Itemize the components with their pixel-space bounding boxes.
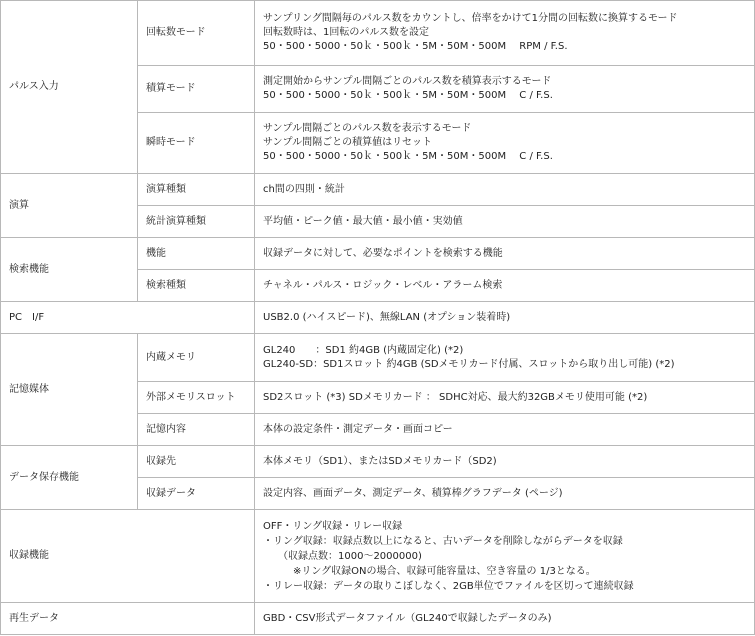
- desc-line: OFF・リング収録・リレー収録: [263, 520, 403, 532]
- desc-search-type: チャネル・パルス・ロジック・レベル・アラーム検索: [263, 279, 503, 291]
- category-calculation: 演算: [1, 174, 137, 237]
- desc-playback: GBD・CSV形式データファイル（GL240で収録したデータのみ): [263, 612, 552, 624]
- desc-instant-mode: [255, 113, 754, 173]
- desc-line: 50・500・5000・50ｋ・500ｋ・5M・50M・500M C / F.S.: [263, 90, 553, 101]
- desc-line: ・リレー収録：データの取りこぼしなく、2GB単位でファイルを区切って連続収録: [263, 580, 634, 592]
- category-pulse-input: パルス入力: [1, 1, 137, 173]
- category-search: 検索機能: [1, 238, 137, 301]
- desc-save-data: 設定内容、画面データ、測定データ、積算棒グラフデータ (ページ): [263, 487, 563, 499]
- category-pc-if: PC I/F: [1, 302, 254, 333]
- desc-pc-if: USB2.0 (ハイスピード)、無線LAN (オプション装着時): [263, 311, 511, 323]
- desc-line: サンプリング間隔毎のパルス数をカウントし、倍率をかけて1分間の回転数に換算するモード: [263, 13, 678, 24]
- category-recording: 収録機能: [1, 510, 254, 602]
- category-playback: 再生データ: [1, 603, 254, 634]
- desc-line: 測定開始からサンプル間隔ごとのパルス数を積算表示するモード: [263, 76, 552, 87]
- desc-stat-calc-type: 平均値・ピーク値・最大値・最小値・実効値: [263, 215, 463, 227]
- label-save-data: 収録データ: [146, 487, 196, 499]
- desc-line: 50・500・5000・50ｋ・500ｋ・5M・50M・500M C / F.S.: [263, 151, 553, 162]
- desc-search-function: 収録データに対して、必要なポイントを検索する機能: [263, 247, 503, 259]
- desc-save-destination: 本体メモリ（SD1）、またはSDメモリカード（SD2): [263, 455, 497, 467]
- label-save-destination: 収録先: [146, 455, 176, 467]
- label-calc-type: 演算種類: [146, 183, 186, 195]
- desc-external-slot: SD2スロット (*3) SDメモリカード ： SDHC対応、最大約32GBメモリ使用可能 (*2): [263, 391, 648, 403]
- category-storage-media: 記憶媒体: [1, 334, 137, 445]
- desc-line: （収録点数：1000～2000000): [263, 550, 422, 562]
- desc-count-mode: [255, 66, 754, 112]
- desc-line: ※リング収録ONの場合、収録可能容量は、空き容量の 1/3となる。: [263, 565, 596, 577]
- desc-line: サンプル間隔ごとのパルス数を表示するモード: [263, 123, 472, 134]
- desc-line: 回転数時は、1回転のパルス数を設定: [263, 27, 430, 38]
- label-instant-mode: 瞬時モード: [146, 137, 196, 148]
- desc-storage-contents: 本体の設定条件・測定データ・画面コピー: [263, 423, 453, 435]
- desc-internal-memory: [255, 334, 754, 381]
- label-search-type: 検索種類: [146, 279, 186, 291]
- desc-line: GL240 ：SD1 約4GB (内蔵固定化) (*2): [263, 344, 464, 356]
- desc-line: サンプル間隔ごとの積算値はリセット: [263, 137, 432, 148]
- label-storage-contents: 記憶内容: [146, 423, 186, 435]
- desc-line: 50・500・5000・50ｋ・500ｋ・5M・50M・500M RPM / F.S.: [263, 41, 568, 52]
- label-internal-memory: 内蔵メモリ: [146, 351, 196, 363]
- table-border-bottom: [0, 634, 755, 635]
- label-stat-calc-type: 統計演算種類: [146, 215, 206, 227]
- desc-line: ・リング収録：収録点数以上になると、古いデータを削除しながらデータを収録: [263, 535, 623, 547]
- label-external-slot: 外部メモリスロット: [146, 391, 236, 403]
- desc-rpm-mode: [255, 1, 754, 65]
- category-data-save: データ保存機能: [1, 446, 137, 509]
- label-search-function: 機能: [146, 247, 166, 259]
- desc-recording: [255, 510, 754, 602]
- label-rpm-mode: 回転数モード: [146, 27, 206, 38]
- desc-calc-type: ch間の四則・統計: [263, 183, 345, 195]
- desc-line: GL240-SD：SD1スロット 約4GB (SDメモリカード付属、スロットから取り出し可能) (*2): [263, 358, 675, 370]
- label-count-mode: 積算モード: [146, 83, 196, 94]
